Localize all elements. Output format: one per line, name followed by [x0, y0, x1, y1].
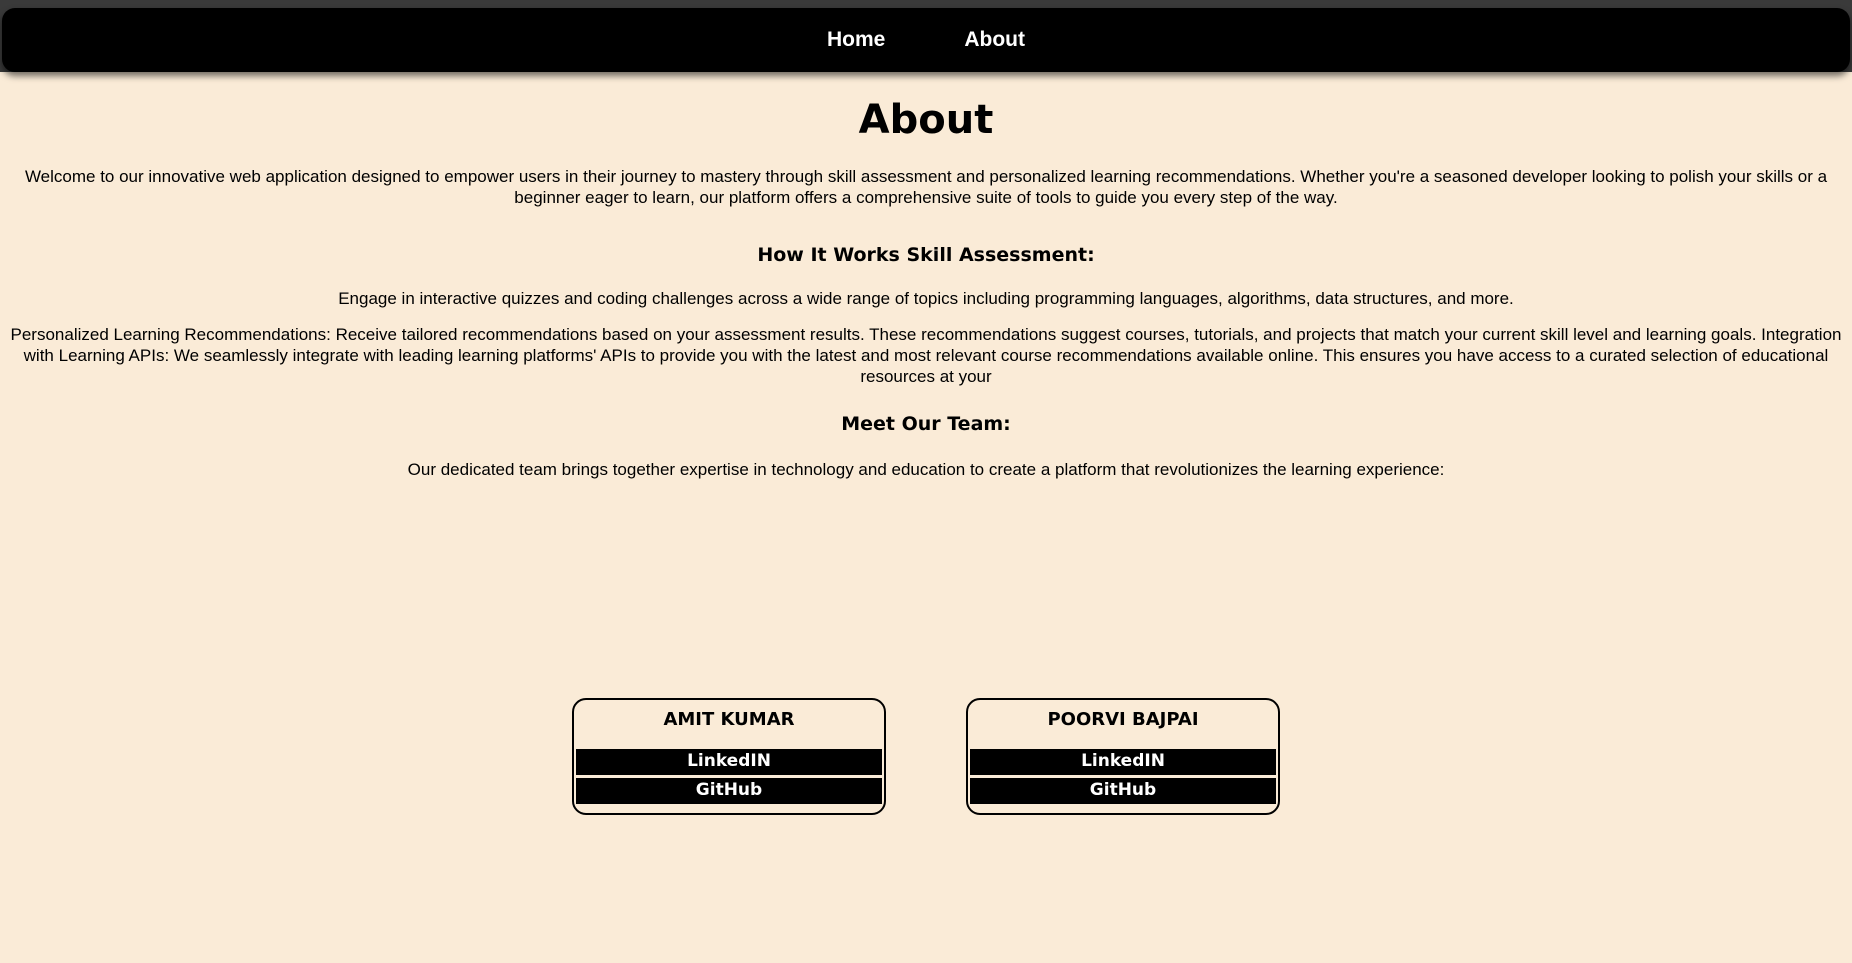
member-name: AMIT KUMAR [663, 709, 795, 730]
engage-paragraph: Engage in interactive quizzes and coding challenges across a wide range of topics including programming languages, algorithms, data structures, and more. [338, 289, 1514, 308]
nav-link-home[interactable]: Home [826, 28, 886, 51]
github-button[interactable]: GitHub [970, 778, 1276, 804]
linkedin-button[interactable]: LinkedIN [576, 749, 882, 775]
member-links [968, 747, 1278, 813]
github-button[interactable]: GitHub [576, 778, 882, 804]
section-heading-meet-team: Meet Our Team: [841, 413, 1011, 435]
personalized-paragraph: Personalized Learning Recommendations: Receive tailored recommendations based on your assessment results. These recommendations suggest courses, tutorials, and projects that match your current skill level and learning goals. Integration with Learning APIs: We seamlessly integrate with leading learning platforms' APIs to provide you with the latest and most relevant course recommendations available online. This ensures you have access to a curated selection of educational resources at your [10, 325, 1842, 386]
team-intro-paragraph: Our dedicated team brings together expertise in technology and education to create a platform that revolutionizes the learning experience: [407, 460, 1445, 479]
linkedin-button[interactable]: LinkedIN [970, 749, 1276, 775]
member-name: POORVI BAJPAI [1047, 709, 1199, 730]
top-navbar [2, 8, 1850, 72]
page-title: About [858, 97, 994, 143]
member-links [574, 747, 884, 813]
about-page [0, 72, 1852, 963]
section-heading-how-it-works: How It Works Skill Assessment: [757, 244, 1095, 266]
team-cards-row [0, 698, 1852, 815]
team-card-poorvi [966, 698, 1280, 815]
team-card-amit [572, 698, 886, 815]
intro-paragraph: Welcome to our innovative web application designed to empower users in their journey to mastery through skill assessment and personalized learning recommendations. Whether you're a seasoned developer looking to polish your skills or a beginner eager to learn, our platform offers a comprehensive suite of tools to guide you every step of the way. [24, 167, 1828, 207]
nav-link-about[interactable]: About [964, 28, 1025, 51]
